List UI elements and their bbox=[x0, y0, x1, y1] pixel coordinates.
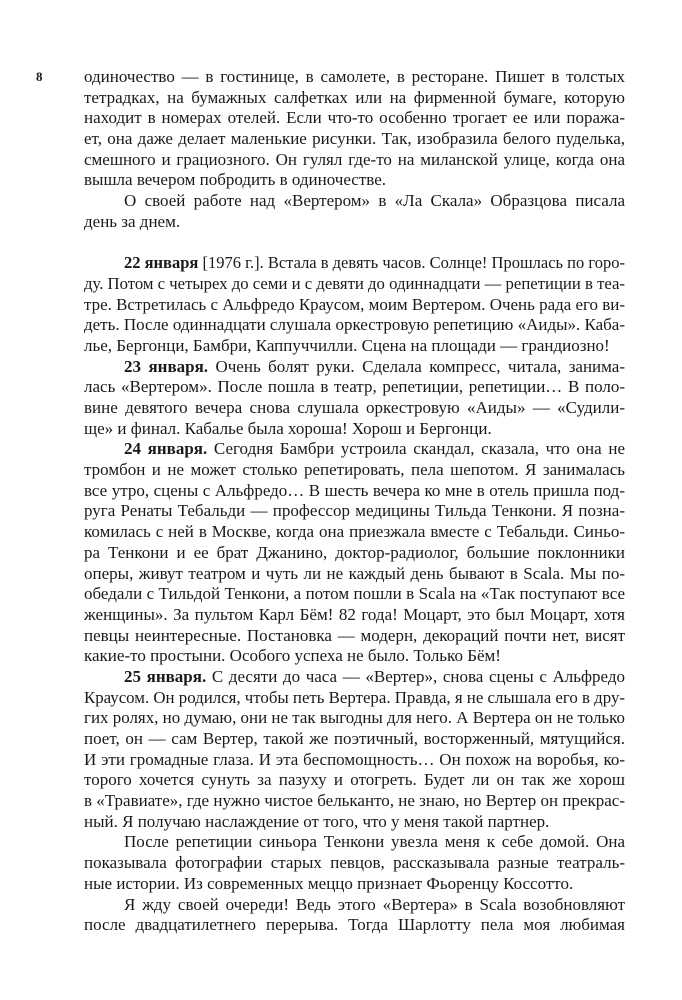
line-content bbox=[84, 108, 625, 129]
line-content bbox=[84, 626, 625, 647]
line-content bbox=[84, 915, 625, 936]
text-line bbox=[84, 729, 625, 750]
line-content bbox=[124, 832, 625, 853]
line-text: оперы, живут театром и чуть ли не каждый день бывают в Scala. Мы по- bbox=[84, 563, 625, 583]
line-text: С десяти до часа — «Вертер», снова сцены с Альфредо bbox=[206, 666, 625, 686]
line-text: И эти громадные глаза. И эта беспомощность… Он похож на воробья, ко- bbox=[84, 749, 625, 769]
line-text: торого хочется сунуть за пазуху и отогреть. Будет ли он так же хорош bbox=[84, 770, 625, 790]
line-text: вине девятого вечера снова слушала оркестровую «Аиды» — «Судили- bbox=[84, 398, 625, 417]
text-line bbox=[84, 708, 625, 729]
line-text: [1976 г.]. Встала в девять часов. Солнце! Прошлась по горо- bbox=[198, 253, 625, 273]
line-text: в «Травиате», где нужно чистое бельканто, не знаю, но Вертер он прекрас- bbox=[84, 791, 625, 811]
line-text: Сегодня Бамбри устроила скандал, сказала, что она не bbox=[207, 439, 625, 459]
line-text: обедали с Тильдой Тенкони, а потом пошли в Scala на «Так поступают все bbox=[84, 584, 625, 604]
line-content bbox=[84, 791, 625, 812]
line-text: ет, она даже делает маленькие рисунки. Так, изобразила белого пуделька, bbox=[84, 129, 625, 149]
line-text: показывала фотографии старых певцов, рассказывала разные театраль- bbox=[84, 853, 625, 873]
text-line bbox=[84, 481, 625, 502]
line-text: Краусом. Он родился, чтобы петь Вертера. Правда, я не слышала его в дру- bbox=[84, 687, 625, 707]
paragraph bbox=[84, 67, 625, 191]
text-line bbox=[84, 522, 625, 543]
line-content bbox=[84, 336, 610, 357]
line-text: тромбон и не может столько репетировать, пела шепотом. Я занималась bbox=[84, 460, 625, 480]
line-content bbox=[84, 67, 625, 88]
line-content bbox=[84, 708, 625, 729]
line-text: певцы неинтересные. Постановка — модерн, декораций почти нет, висят bbox=[84, 625, 625, 645]
line-text: все утро, сцены с Альфредо… В шесть вечера ко мне в отель пришла под- bbox=[84, 480, 625, 500]
line-content bbox=[84, 543, 625, 564]
line-text: после двадцатилетнего перерыва. Тогда Шарлотту пела моя любимая bbox=[84, 915, 625, 935]
section-gap bbox=[84, 233, 625, 254]
text-line bbox=[84, 108, 625, 129]
line-content bbox=[124, 439, 625, 460]
line-text: лась «Вертером». После пошла в театр, репетиции, репетиции… В поло- bbox=[84, 377, 625, 397]
line-text: После репетиции синьора Тенкони увезла меня к себе домой. Она bbox=[124, 832, 625, 852]
line-content bbox=[84, 377, 625, 398]
line-content bbox=[84, 750, 625, 771]
diary-entry bbox=[84, 253, 625, 356]
diary-entry bbox=[84, 667, 625, 833]
text-line bbox=[84, 129, 625, 150]
line-content bbox=[84, 770, 625, 791]
line-content bbox=[84, 295, 625, 316]
line-content bbox=[84, 522, 625, 543]
line-content bbox=[84, 584, 625, 605]
page-number: 8 bbox=[36, 69, 43, 84]
line-content bbox=[84, 129, 625, 150]
line-content bbox=[84, 501, 625, 522]
line-text: какие-то простыни. Особого успеха не было. Только Бём! bbox=[84, 646, 501, 666]
line-content bbox=[84, 605, 625, 626]
line-content bbox=[84, 688, 625, 709]
text-line bbox=[84, 398, 625, 419]
line-content bbox=[84, 398, 625, 419]
line-content bbox=[84, 460, 625, 481]
line-content bbox=[84, 274, 625, 295]
line-content bbox=[84, 150, 625, 171]
text-line bbox=[84, 336, 625, 357]
line-content bbox=[84, 170, 386, 191]
line-text: О своей работе над «Вертером» в «Ла Скала» Образцова писала bbox=[124, 191, 625, 211]
text-line bbox=[84, 915, 625, 936]
entry-date: 25 января. bbox=[124, 666, 207, 686]
line-text: вышла вечером побродить в одиночестве. bbox=[84, 170, 386, 190]
line-text: женщины». За пультом Карл Бём! 82 года! Моцарт, это был Моцарт, хотя bbox=[84, 604, 625, 624]
text-line bbox=[84, 791, 625, 812]
line-text: ду. Потом с четырех до семи и с девяти до одиннадцати — репетиции в теа- bbox=[84, 273, 625, 293]
text-line bbox=[84, 357, 625, 378]
line-text: находит в номерах отелей. Если что-то особенно трогает ее или поража- bbox=[84, 108, 625, 128]
text-line bbox=[84, 853, 625, 874]
text-line bbox=[84, 274, 625, 295]
text-line bbox=[84, 874, 625, 895]
line-text: день за днем. bbox=[84, 211, 181, 231]
line-text: одиночество — в гостинице, в самолете, в ресторане. Пишет в толстых bbox=[84, 67, 625, 86]
line-text: Я жду своей очереди! Ведь этого «Вертера» в Scala возобновляют bbox=[124, 894, 625, 914]
line-text: лье, Бергонци, Бамбри, Каппуччилли. Сцена на площади — грандиозно! bbox=[84, 335, 610, 355]
text-line bbox=[84, 150, 625, 171]
line-text: Очень болят руки. Сделала компресс, читала, занима- bbox=[208, 356, 625, 376]
text-line bbox=[84, 439, 625, 460]
diary-entry bbox=[84, 439, 625, 667]
line-text: руга Ренаты Тебальди — профессор медицины Тильда Тенкони. Я позна- bbox=[84, 501, 625, 521]
line-content bbox=[84, 646, 501, 667]
entry-date: 24 января. bbox=[124, 439, 208, 459]
text-line bbox=[84, 564, 625, 585]
text-line bbox=[84, 832, 625, 853]
text-line bbox=[84, 770, 625, 791]
text-line bbox=[84, 67, 625, 88]
paragraph bbox=[84, 832, 625, 894]
line-text: ные истории. Из современных меццо признает Фьоренцу Коссотто. bbox=[84, 873, 574, 893]
text-line bbox=[84, 88, 625, 109]
text-line bbox=[84, 646, 625, 667]
text-line bbox=[84, 191, 625, 212]
text-line bbox=[84, 253, 625, 274]
text-line bbox=[84, 626, 625, 647]
entry-date: 23 января. bbox=[124, 356, 209, 376]
text-line bbox=[84, 460, 625, 481]
text-line bbox=[84, 212, 625, 233]
line-text: ный. Я получаю наслаждение от того, что у меня такой партнер. bbox=[84, 811, 550, 831]
text-line bbox=[84, 295, 625, 316]
text-line bbox=[84, 543, 625, 564]
line-content bbox=[84, 315, 625, 336]
line-content bbox=[84, 874, 573, 895]
line-text: комилась с ней в Москве, когда она приезжала вместе с Тебальди. Синьо- bbox=[84, 522, 625, 542]
text-line bbox=[84, 170, 625, 191]
line-text: тре. Встретилась с Альфредо Краусом, моим Вертером. Очень рада его ви- bbox=[84, 294, 625, 314]
line-text: деть. После одиннадцати слушала оркестровую репетицию «Аиды». Каба- bbox=[84, 315, 625, 335]
line-content bbox=[84, 419, 492, 440]
line-content bbox=[124, 253, 625, 274]
text-line bbox=[84, 605, 625, 626]
paragraph bbox=[84, 191, 625, 232]
text-line bbox=[84, 895, 625, 916]
entry-date: 22 января bbox=[124, 253, 199, 273]
text-line bbox=[84, 667, 625, 688]
text-line bbox=[84, 812, 625, 833]
line-content bbox=[84, 564, 625, 585]
body-text bbox=[84, 67, 625, 936]
line-content bbox=[124, 895, 625, 916]
text-line bbox=[84, 315, 625, 336]
diary-entry bbox=[84, 357, 625, 440]
line-content bbox=[84, 729, 625, 750]
text-line bbox=[84, 750, 625, 771]
line-text: гих ролях, но думаю, они не так выгодны для него. А Вертера он не только bbox=[84, 708, 625, 728]
line-content bbox=[124, 191, 625, 212]
text-line bbox=[84, 688, 625, 709]
line-text: тетрадках, на бумажных салфетках или на фирменной бумаге, которую bbox=[84, 87, 625, 107]
line-content bbox=[84, 212, 180, 233]
line-text: ра Тенкони и ее брат Джанино, доктор-радиолог, большие поклонники bbox=[84, 542, 625, 562]
text-line bbox=[84, 584, 625, 605]
line-content bbox=[84, 88, 625, 109]
line-content bbox=[84, 481, 625, 502]
line-content bbox=[84, 812, 549, 833]
text-line bbox=[84, 377, 625, 398]
text-line bbox=[84, 419, 625, 440]
line-content bbox=[84, 853, 625, 874]
line-text: ще» и финал. Кабалье была хороша! Хорош и Бергонци. bbox=[84, 418, 492, 438]
paragraph bbox=[84, 895, 625, 936]
line-content bbox=[124, 357, 625, 378]
line-content bbox=[124, 667, 625, 688]
text-line bbox=[84, 501, 625, 522]
line-text: поет, он — сам Вертер, такой же поэтичный, восторженный, мятущийся. bbox=[84, 729, 625, 748]
line-text: смешного и грациозного. Он гулял где-то на миланской улице, когда она bbox=[84, 149, 625, 169]
